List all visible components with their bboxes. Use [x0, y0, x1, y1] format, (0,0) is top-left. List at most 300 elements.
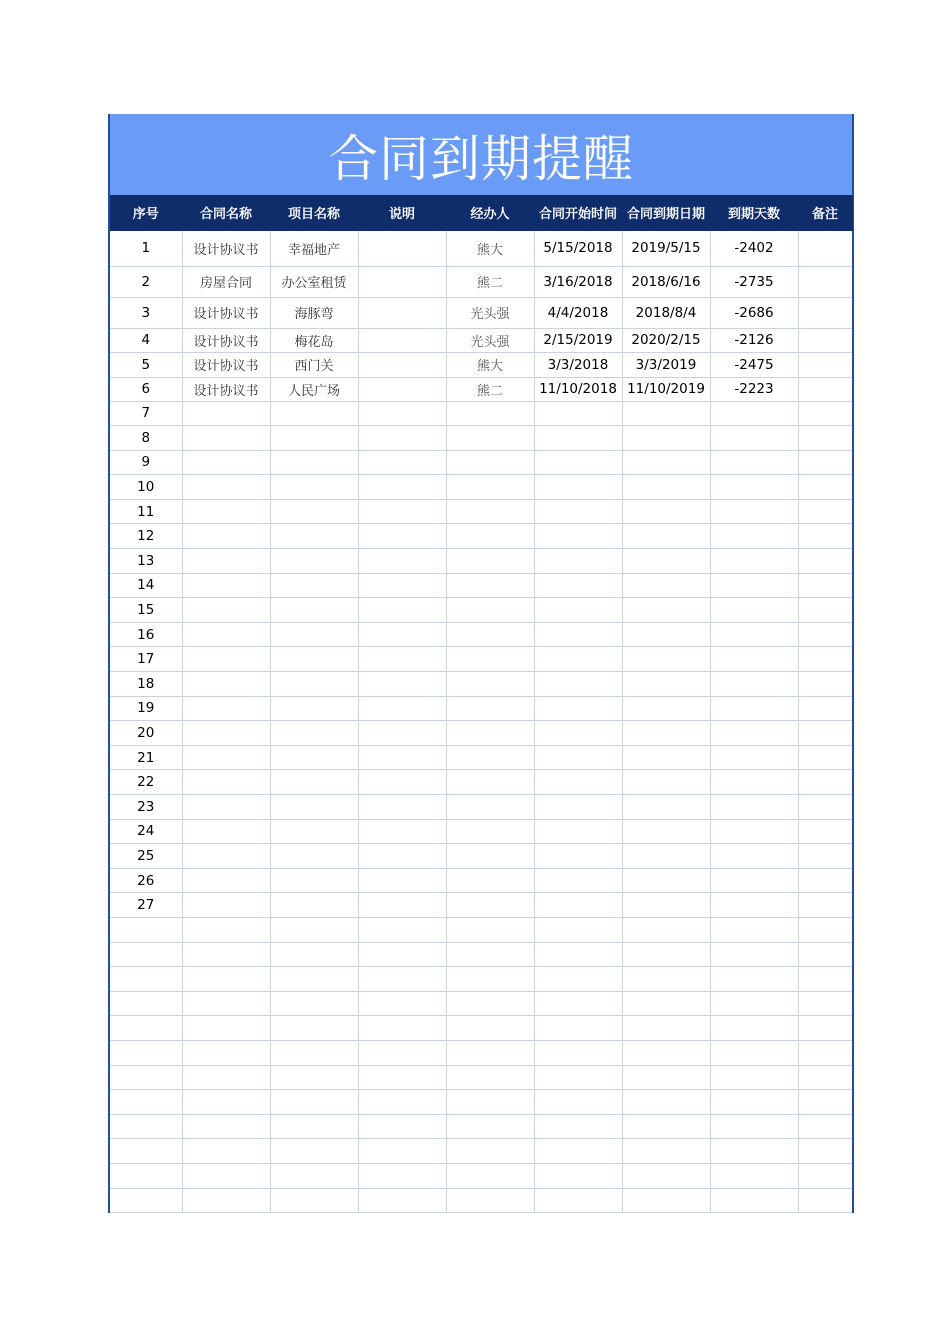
cell-project-name[interactable]: 梅花岛 [270, 328, 358, 352]
cell-contract-name[interactable] [182, 795, 270, 820]
cell-end-date[interactable] [622, 696, 710, 721]
cell-note[interactable] [798, 844, 852, 869]
cell-start-date[interactable] [534, 893, 622, 918]
cell-contract-name[interactable] [182, 426, 270, 451]
cell-no[interactable]: 23 [110, 795, 182, 820]
cell-days-left[interactable] [710, 549, 798, 574]
cell-no[interactable] [110, 1163, 182, 1188]
cell-end-date[interactable] [622, 1090, 710, 1115]
cell-no[interactable] [110, 1188, 182, 1213]
cell-start-date[interactable]: 5/15/2018 [534, 230, 622, 266]
cell-no[interactable] [110, 991, 182, 1016]
cell-description[interactable] [358, 1090, 446, 1115]
cell-end-date[interactable] [622, 549, 710, 574]
cell-contract-name[interactable] [182, 893, 270, 918]
cell-note[interactable] [798, 1065, 852, 1090]
cell-handler[interactable] [446, 672, 534, 697]
cell-contract-name[interactable] [182, 991, 270, 1016]
cell-note[interactable] [798, 328, 852, 352]
cell-start-date[interactable] [534, 967, 622, 992]
cell-note[interactable] [798, 426, 852, 451]
cell-contract-name[interactable]: 房屋合同 [182, 266, 270, 297]
cell-no[interactable]: 15 [110, 598, 182, 623]
cell-end-date[interactable]: 3/3/2019 [622, 352, 710, 377]
cell-contract-name[interactable]: 设计协议书 [182, 297, 270, 328]
cell-days-left[interactable] [710, 524, 798, 549]
cell-project-name[interactable] [270, 549, 358, 574]
cell-days-left[interactable]: -2223 [710, 377, 798, 401]
cell-start-date[interactable] [534, 549, 622, 574]
cell-end-date[interactable] [622, 1065, 710, 1090]
cell-description[interactable] [358, 1040, 446, 1065]
cell-days-left[interactable] [710, 1188, 798, 1213]
cell-project-name[interactable] [270, 795, 358, 820]
cell-handler[interactable] [446, 1065, 534, 1090]
cell-start-date[interactable] [534, 991, 622, 1016]
cell-project-name[interactable] [270, 967, 358, 992]
cell-project-name[interactable] [270, 868, 358, 893]
cell-end-date[interactable] [622, 499, 710, 524]
cell-note[interactable] [798, 475, 852, 500]
cell-contract-name[interactable] [182, 1016, 270, 1041]
cell-description[interactable] [358, 1065, 446, 1090]
cell-description[interactable] [358, 991, 446, 1016]
cell-days-left[interactable] [710, 598, 798, 623]
cell-end-date[interactable] [622, 967, 710, 992]
cell-end-date[interactable] [622, 450, 710, 475]
cell-contract-name[interactable] [182, 721, 270, 746]
cell-project-name[interactable] [270, 917, 358, 942]
cell-days-left[interactable] [710, 647, 798, 672]
cell-contract-name[interactable] [182, 745, 270, 770]
cell-project-name[interactable]: 办公室租赁 [270, 266, 358, 297]
cell-no[interactable]: 24 [110, 819, 182, 844]
cell-end-date[interactable] [622, 745, 710, 770]
cell-days-left[interactable] [710, 770, 798, 795]
cell-no[interactable] [110, 1065, 182, 1090]
cell-start-date[interactable] [534, 450, 622, 475]
cell-no[interactable]: 13 [110, 549, 182, 574]
cell-description[interactable] [358, 499, 446, 524]
cell-handler[interactable] [446, 991, 534, 1016]
cell-project-name[interactable] [270, 991, 358, 1016]
header-project-name[interactable]: 项目名称 [270, 195, 358, 230]
cell-handler[interactable] [446, 401, 534, 426]
cell-handler[interactable] [446, 819, 534, 844]
cell-start-date[interactable] [534, 819, 622, 844]
cell-start-date[interactable] [534, 868, 622, 893]
cell-project-name[interactable] [270, 524, 358, 549]
cell-end-date[interactable] [622, 426, 710, 451]
cell-no[interactable] [110, 1114, 182, 1139]
cell-note[interactable] [798, 893, 852, 918]
cell-note[interactable] [798, 266, 852, 297]
cell-description[interactable] [358, 1188, 446, 1213]
cell-contract-name[interactable] [182, 770, 270, 795]
cell-handler[interactable]: 熊大 [446, 352, 534, 377]
cell-no[interactable] [110, 1040, 182, 1065]
cell-note[interactable] [798, 647, 852, 672]
cell-description[interactable] [358, 328, 446, 352]
cell-description[interactable] [358, 647, 446, 672]
cell-project-name[interactable] [270, 1090, 358, 1115]
cell-description[interactable] [358, 942, 446, 967]
cell-project-name[interactable] [270, 844, 358, 869]
cell-days-left[interactable] [710, 844, 798, 869]
cell-days-left[interactable] [710, 942, 798, 967]
cell-contract-name[interactable] [182, 942, 270, 967]
cell-days-left[interactable] [710, 868, 798, 893]
cell-end-date[interactable] [622, 598, 710, 623]
cell-note[interactable] [798, 524, 852, 549]
cell-handler[interactable] [446, 942, 534, 967]
cell-end-date[interactable] [622, 672, 710, 697]
cell-project-name[interactable] [270, 1163, 358, 1188]
cell-no[interactable]: 19 [110, 696, 182, 721]
cell-description[interactable] [358, 795, 446, 820]
cell-handler[interactable] [446, 598, 534, 623]
cell-handler[interactable] [446, 770, 534, 795]
cell-start-date[interactable]: 2/15/2019 [534, 328, 622, 352]
cell-no[interactable]: 4 [110, 328, 182, 352]
cell-description[interactable] [358, 426, 446, 451]
cell-handler[interactable] [446, 1114, 534, 1139]
cell-description[interactable] [358, 450, 446, 475]
cell-contract-name[interactable] [182, 1065, 270, 1090]
cell-note[interactable] [798, 967, 852, 992]
cell-no[interactable]: 8 [110, 426, 182, 451]
cell-no[interactable]: 1 [110, 230, 182, 266]
cell-start-date[interactable] [534, 721, 622, 746]
cell-project-name[interactable] [270, 1040, 358, 1065]
cell-description[interactable] [358, 475, 446, 500]
header-start-date[interactable]: 合同开始时间 [534, 195, 622, 230]
cell-days-left[interactable] [710, 991, 798, 1016]
cell-project-name[interactable] [270, 672, 358, 697]
cell-note[interactable] [798, 942, 852, 967]
cell-project-name[interactable] [270, 598, 358, 623]
cell-note[interactable] [798, 1188, 852, 1213]
cell-contract-name[interactable] [182, 622, 270, 647]
cell-project-name[interactable] [270, 1114, 358, 1139]
cell-project-name[interactable]: 幸福地产 [270, 230, 358, 266]
cell-start-date[interactable] [534, 598, 622, 623]
cell-handler[interactable] [446, 1090, 534, 1115]
cell-handler[interactable] [446, 1016, 534, 1041]
cell-description[interactable] [358, 1139, 446, 1164]
cell-description[interactable] [358, 967, 446, 992]
cell-handler[interactable] [446, 1163, 534, 1188]
cell-end-date[interactable] [622, 942, 710, 967]
cell-description[interactable] [358, 745, 446, 770]
cell-project-name[interactable]: 西门关 [270, 352, 358, 377]
cell-handler[interactable] [446, 647, 534, 672]
cell-description[interactable] [358, 266, 446, 297]
cell-description[interactable] [358, 844, 446, 869]
cell-contract-name[interactable] [182, 401, 270, 426]
cell-project-name[interactable] [270, 770, 358, 795]
cell-handler[interactable] [446, 745, 534, 770]
cell-no[interactable]: 12 [110, 524, 182, 549]
cell-days-left[interactable] [710, 819, 798, 844]
cell-start-date[interactable] [534, 1065, 622, 1090]
cell-handler[interactable] [446, 499, 534, 524]
cell-days-left[interactable]: -2735 [710, 266, 798, 297]
cell-contract-name[interactable] [182, 450, 270, 475]
cell-start-date[interactable] [534, 745, 622, 770]
cell-days-left[interactable]: -2126 [710, 328, 798, 352]
cell-project-name[interactable] [270, 622, 358, 647]
cell-note[interactable] [798, 917, 852, 942]
cell-description[interactable] [358, 401, 446, 426]
cell-days-left[interactable]: -2475 [710, 352, 798, 377]
cell-handler[interactable] [446, 967, 534, 992]
cell-project-name[interactable] [270, 721, 358, 746]
cell-end-date[interactable] [622, 868, 710, 893]
cell-handler[interactable] [446, 573, 534, 598]
cell-start-date[interactable] [534, 573, 622, 598]
cell-end-date[interactable] [622, 721, 710, 746]
header-end-date[interactable]: 合同到期日期 [622, 195, 710, 230]
cell-days-left[interactable] [710, 1090, 798, 1115]
cell-handler[interactable]: 光头强 [446, 297, 534, 328]
cell-note[interactable] [798, 745, 852, 770]
cell-contract-name[interactable] [182, 499, 270, 524]
cell-handler[interactable]: 熊二 [446, 266, 534, 297]
cell-project-name[interactable] [270, 696, 358, 721]
cell-days-left[interactable] [710, 450, 798, 475]
cell-no[interactable] [110, 942, 182, 967]
cell-start-date[interactable] [534, 942, 622, 967]
cell-days-left[interactable] [710, 1139, 798, 1164]
cell-handler[interactable] [446, 1188, 534, 1213]
cell-start-date[interactable] [534, 499, 622, 524]
cell-description[interactable] [358, 598, 446, 623]
cell-no[interactable]: 3 [110, 297, 182, 328]
cell-project-name[interactable] [270, 475, 358, 500]
cell-start-date[interactable] [534, 1188, 622, 1213]
cell-note[interactable] [798, 352, 852, 377]
cell-start-date[interactable] [534, 622, 622, 647]
cell-contract-name[interactable] [182, 696, 270, 721]
cell-end-date[interactable] [622, 795, 710, 820]
cell-end-date[interactable] [622, 991, 710, 1016]
cell-project-name[interactable] [270, 426, 358, 451]
cell-description[interactable] [358, 352, 446, 377]
cell-description[interactable] [358, 893, 446, 918]
cell-project-name[interactable] [270, 1016, 358, 1041]
cell-project-name[interactable] [270, 819, 358, 844]
cell-description[interactable] [358, 696, 446, 721]
cell-handler[interactable] [446, 426, 534, 451]
cell-start-date[interactable]: 3/16/2018 [534, 266, 622, 297]
cell-no[interactable] [110, 1139, 182, 1164]
cell-handler[interactable] [446, 917, 534, 942]
cell-contract-name[interactable]: 设计协议书 [182, 377, 270, 401]
cell-no[interactable]: 22 [110, 770, 182, 795]
cell-days-left[interactable] [710, 401, 798, 426]
cell-handler[interactable] [446, 893, 534, 918]
cell-no[interactable]: 10 [110, 475, 182, 500]
cell-project-name[interactable] [270, 1188, 358, 1213]
cell-no[interactable] [110, 967, 182, 992]
cell-no[interactable]: 5 [110, 352, 182, 377]
cell-end-date[interactable] [622, 573, 710, 598]
cell-no[interactable]: 25 [110, 844, 182, 869]
cell-start-date[interactable] [534, 1090, 622, 1115]
cell-end-date[interactable]: 2019/5/15 [622, 230, 710, 266]
cell-contract-name[interactable] [182, 598, 270, 623]
cell-project-name[interactable] [270, 1139, 358, 1164]
cell-contract-name[interactable] [182, 573, 270, 598]
cell-contract-name[interactable] [182, 1188, 270, 1213]
cell-note[interactable] [798, 868, 852, 893]
header-no[interactable]: 序号 [110, 195, 182, 230]
cell-no[interactable]: 26 [110, 868, 182, 893]
cell-days-left[interactable] [710, 672, 798, 697]
cell-end-date[interactable] [622, 524, 710, 549]
cell-contract-name[interactable] [182, 475, 270, 500]
cell-days-left[interactable]: -2686 [710, 297, 798, 328]
cell-days-left[interactable] [710, 745, 798, 770]
cell-contract-name[interactable] [182, 1090, 270, 1115]
cell-end-date[interactable] [622, 1163, 710, 1188]
cell-end-date[interactable] [622, 844, 710, 869]
cell-no[interactable] [110, 1016, 182, 1041]
cell-note[interactable] [798, 377, 852, 401]
cell-note[interactable] [798, 401, 852, 426]
cell-handler[interactable]: 熊大 [446, 230, 534, 266]
cell-end-date[interactable]: 2018/6/16 [622, 266, 710, 297]
cell-note[interactable] [798, 819, 852, 844]
cell-contract-name[interactable]: 设计协议书 [182, 230, 270, 266]
cell-note[interactable] [798, 549, 852, 574]
cell-start-date[interactable] [534, 1040, 622, 1065]
cell-project-name[interactable] [270, 745, 358, 770]
cell-start-date[interactable] [534, 844, 622, 869]
cell-no[interactable]: 7 [110, 401, 182, 426]
cell-start-date[interactable] [534, 1114, 622, 1139]
cell-start-date[interactable]: 3/3/2018 [534, 352, 622, 377]
cell-description[interactable] [358, 1163, 446, 1188]
cell-no[interactable]: 9 [110, 450, 182, 475]
cell-end-date[interactable] [622, 1139, 710, 1164]
cell-description[interactable] [358, 721, 446, 746]
cell-days-left[interactable] [710, 499, 798, 524]
header-contract-name[interactable]: 合同名称 [182, 195, 270, 230]
cell-no[interactable]: 11 [110, 499, 182, 524]
cell-end-date[interactable] [622, 770, 710, 795]
cell-contract-name[interactable] [182, 967, 270, 992]
cell-contract-name[interactable] [182, 549, 270, 574]
cell-note[interactable] [798, 721, 852, 746]
header-handler[interactable]: 经办人 [446, 195, 534, 230]
cell-days-left[interactable] [710, 573, 798, 598]
cell-description[interactable] [358, 672, 446, 697]
cell-project-name[interactable] [270, 401, 358, 426]
cell-end-date[interactable]: 2020/2/15 [622, 328, 710, 352]
cell-project-name[interactable] [270, 573, 358, 598]
cell-end-date[interactable] [622, 647, 710, 672]
cell-contract-name[interactable] [182, 524, 270, 549]
cell-note[interactable] [798, 1016, 852, 1041]
cell-start-date[interactable] [534, 524, 622, 549]
cell-description[interactable] [358, 1016, 446, 1041]
cell-note[interactable] [798, 795, 852, 820]
cell-days-left[interactable]: -2402 [710, 230, 798, 266]
header-note[interactable]: 备注 [798, 195, 852, 230]
cell-handler[interactable] [446, 795, 534, 820]
cell-end-date[interactable]: 11/10/2019 [622, 377, 710, 401]
cell-note[interactable] [798, 573, 852, 598]
cell-days-left[interactable] [710, 893, 798, 918]
cell-contract-name[interactable] [182, 1114, 270, 1139]
cell-no[interactable]: 20 [110, 721, 182, 746]
cell-start-date[interactable] [534, 917, 622, 942]
cell-start-date[interactable] [534, 647, 622, 672]
cell-days-left[interactable] [710, 1016, 798, 1041]
cell-end-date[interactable] [622, 819, 710, 844]
cell-start-date[interactable] [534, 696, 622, 721]
cell-no[interactable]: 6 [110, 377, 182, 401]
cell-description[interactable] [358, 297, 446, 328]
cell-no[interactable]: 14 [110, 573, 182, 598]
cell-note[interactable] [798, 1163, 852, 1188]
header-description[interactable]: 说明 [358, 195, 446, 230]
cell-description[interactable] [358, 622, 446, 647]
cell-start-date[interactable] [534, 475, 622, 500]
cell-end-date[interactable]: 2018/8/4 [622, 297, 710, 328]
cell-note[interactable] [798, 598, 852, 623]
cell-no[interactable] [110, 1090, 182, 1115]
cell-no[interactable]: 18 [110, 672, 182, 697]
cell-note[interactable] [798, 991, 852, 1016]
cell-start-date[interactable] [534, 672, 622, 697]
cell-days-left[interactable] [710, 1065, 798, 1090]
cell-project-name[interactable] [270, 893, 358, 918]
cell-contract-name[interactable] [182, 1040, 270, 1065]
cell-no[interactable]: 27 [110, 893, 182, 918]
cell-handler[interactable]: 熊二 [446, 377, 534, 401]
cell-contract-name[interactable] [182, 672, 270, 697]
cell-handler[interactable] [446, 524, 534, 549]
cell-description[interactable] [358, 819, 446, 844]
cell-note[interactable] [798, 672, 852, 697]
cell-start-date[interactable] [534, 1139, 622, 1164]
cell-no[interactable] [110, 917, 182, 942]
cell-start-date[interactable] [534, 401, 622, 426]
cell-description[interactable] [358, 868, 446, 893]
cell-end-date[interactable] [622, 1040, 710, 1065]
cell-note[interactable] [798, 622, 852, 647]
cell-contract-name[interactable] [182, 1139, 270, 1164]
cell-handler[interactable] [446, 844, 534, 869]
cell-description[interactable] [358, 917, 446, 942]
cell-handler[interactable] [446, 868, 534, 893]
cell-start-date[interactable] [534, 1016, 622, 1041]
cell-project-name[interactable]: 人民广场 [270, 377, 358, 401]
cell-handler[interactable] [446, 1139, 534, 1164]
cell-start-date[interactable] [534, 426, 622, 451]
cell-handler[interactable] [446, 450, 534, 475]
cell-handler[interactable] [446, 1040, 534, 1065]
cell-days-left[interactable] [710, 1163, 798, 1188]
cell-project-name[interactable]: 海豚弯 [270, 297, 358, 328]
cell-days-left[interactable] [710, 426, 798, 451]
cell-days-left[interactable] [710, 721, 798, 746]
cell-handler[interactable] [446, 549, 534, 574]
cell-note[interactable] [798, 450, 852, 475]
